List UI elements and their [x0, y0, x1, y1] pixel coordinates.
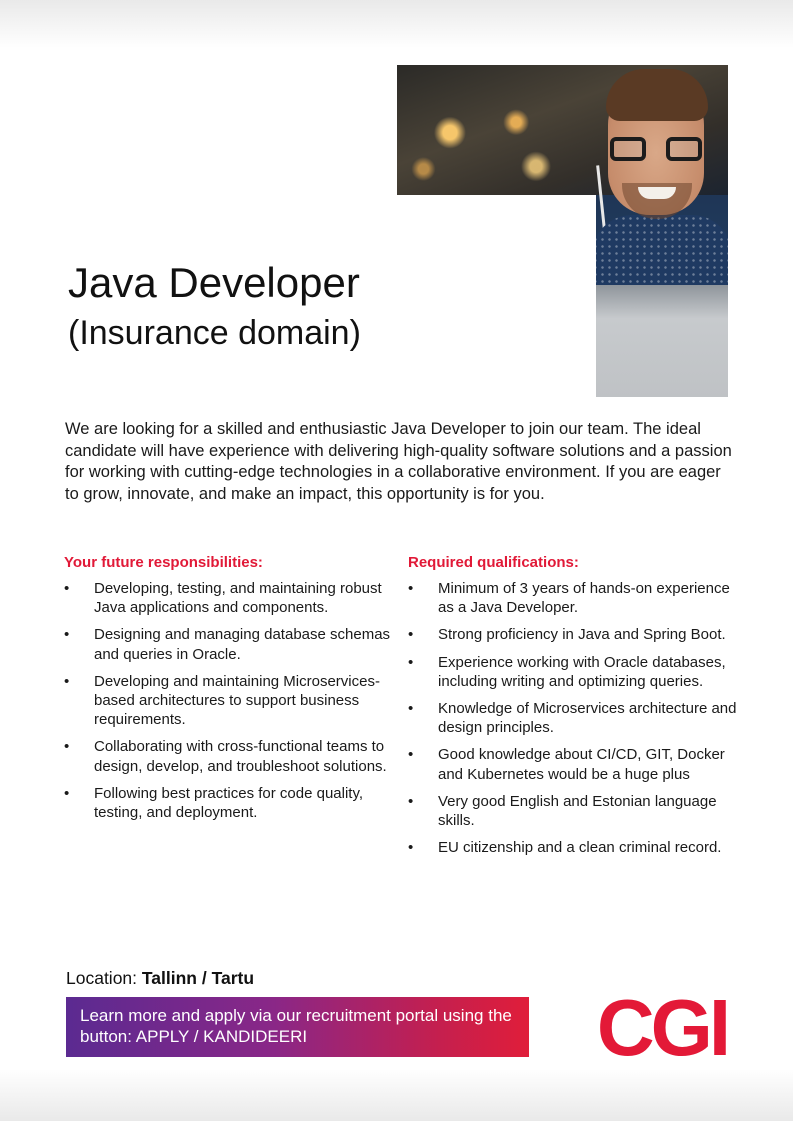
list-item: • Experience working with Oracle databases, including writing and optimizing queries.: [408, 653, 726, 690]
responsibilities-section: [64, 553, 394, 830]
list-item: • Developing and maintaining Microservices-based architectures to support business requirements.: [64, 672, 380, 729]
bullet-icon: •: [408, 653, 414, 671]
apply-banner[interactable]: Learn more and apply via our recruitment portal using the button: APPLY / KANDIDEERI: [66, 997, 529, 1057]
cgi-logo-text: CGI: [596, 987, 728, 1067]
list-item: • Good knowledge about CI/CD, GIT, Docker and Kubernetes would be a huge plus: [408, 746, 725, 783]
page-bottom-shade: [0, 1069, 793, 1121]
list-item: • Collaborating with cross-functional teams to design, develop, and troubleshoot solutions.: [64, 738, 387, 775]
qualifications-list: [408, 579, 738, 857]
list-item: • EU citizenship and a clean criminal record.: [408, 839, 722, 857]
bullet-icon: •: [408, 839, 414, 857]
intro-paragraph: We are looking for a skilled and enthusiastic Java Developer to join our team. The ideal candidate will have experience with delivering high-quality software solutions and a passion for working with cutting-edge technologies in a collaborative environment. If you are eager to grow, innovate, and make an impact, this opportunity is for you.: [65, 420, 732, 503]
bullet-icon: •: [64, 738, 70, 756]
job-title: Java Developer: [68, 259, 360, 306]
list-item: • Developing, testing, and maintaining robust Java applications and components.: [64, 580, 382, 617]
job-subtitle: (Insurance domain): [68, 314, 361, 352]
list-item: • Minimum of 3 years of hands-on experience as a Java Developer.: [408, 580, 730, 617]
page-top-shade: [0, 0, 793, 48]
laptop: [596, 285, 728, 397]
qualifications-section: [408, 553, 738, 865]
bullet-icon: •: [408, 746, 414, 764]
list-item: • Designing and managing database schemas and queries in Oracle.: [64, 626, 391, 663]
cgi-logo: [592, 987, 732, 1067]
smile: [638, 187, 676, 199]
bullet-icon: •: [64, 626, 70, 644]
bullet-icon: •: [64, 672, 70, 690]
location: [66, 967, 254, 989]
list-item: • Following best practices for code quality, testing, and deployment.: [64, 784, 364, 822]
bullet-icon: •: [408, 580, 414, 597]
list-item: • Very good English and Estonian language skills.: [408, 792, 717, 830]
bullet-icon: •: [408, 792, 414, 810]
bullet-icon: •: [408, 626, 414, 644]
glasses: [610, 137, 702, 163]
hero-photo-developer: [596, 65, 728, 397]
list-item: • Strong proficiency in Java and Spring Boot.: [408, 626, 726, 644]
list-item: • Knowledge of Microservices architecture and design principles.: [408, 700, 737, 737]
bullet-icon: •: [64, 580, 70, 597]
location-label: Location:: [66, 968, 138, 988]
hair: [606, 69, 708, 121]
responsibilities-list: [64, 579, 394, 822]
bullet-icon: •: [64, 784, 70, 802]
location-value: Tallinn / Tartu: [141, 968, 255, 988]
responsibilities-heading: Your future responsibilities:: [64, 554, 263, 571]
qualifications-heading: Required qualifications:: [408, 554, 579, 571]
bullet-icon: •: [408, 700, 414, 718]
